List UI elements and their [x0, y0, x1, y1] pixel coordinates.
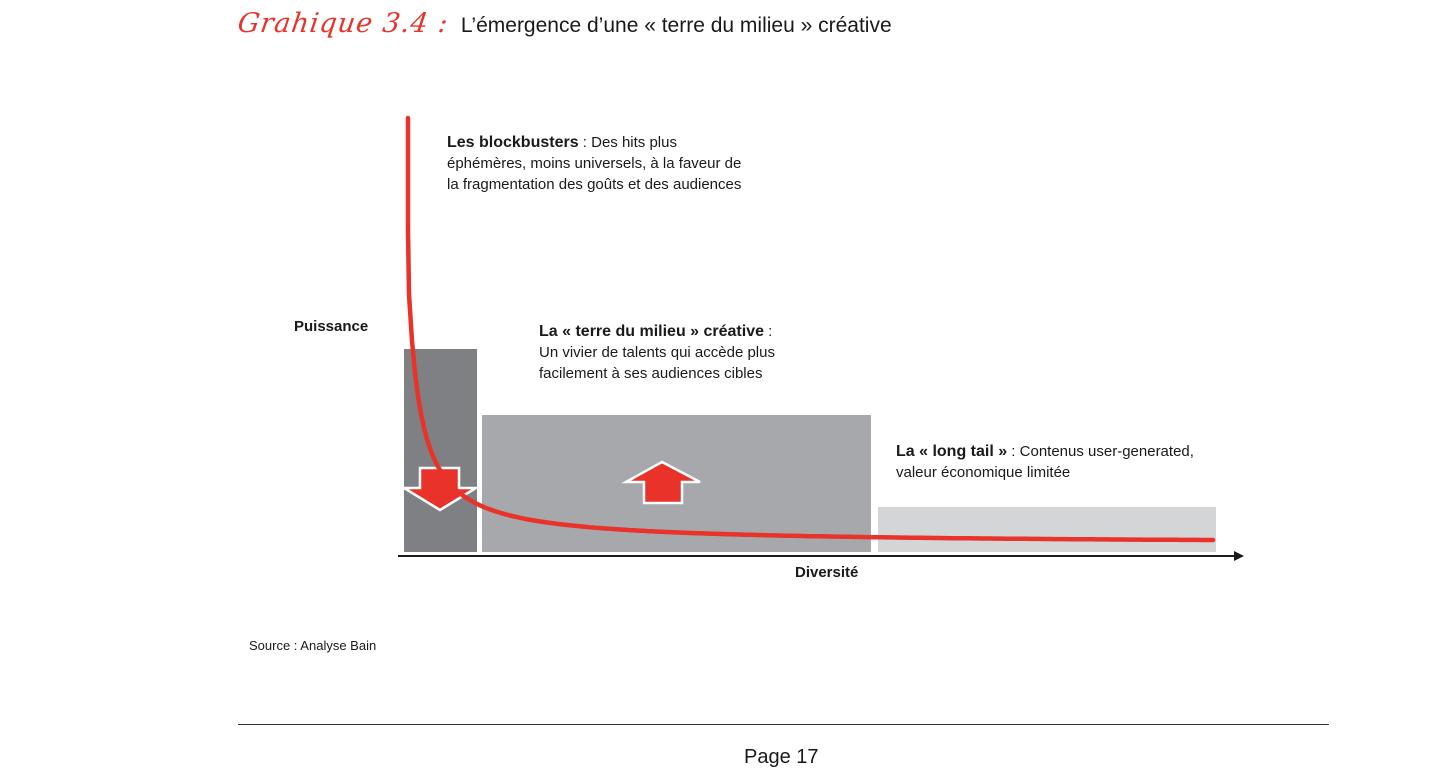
figure-number: Grahique 3.4 : — [235, 8, 451, 39]
label-middle-text: : — [764, 323, 773, 340]
figure-title: L’émergence d’une « terre du milieu » créative — [460, 14, 892, 37]
label-blockbusters — [447, 132, 741, 195]
page-number: Page 17 — [744, 746, 819, 768]
label-long-tail-text: : Contenus user-generated, — [1007, 443, 1194, 460]
label-blockbusters-line-2: la fragmentation des goûts et des audiences — [447, 176, 742, 193]
label-long-tail-title: La « long tail » — [896, 443, 1008, 460]
label-blockbusters-title: Les blockbusters — [447, 134, 579, 151]
label-middle-line-2: facilement à ses audiences cibles — [539, 365, 763, 382]
label-blockbusters-text: : Des hits plus — [578, 134, 677, 151]
label-blockbusters-line-1: éphémères, moins universels, à la faveur de — [447, 155, 742, 172]
y-axis-label: Puissance — [294, 318, 369, 335]
label-middle-title: La « terre du milieu » créative — [539, 323, 764, 340]
footer-divider — [238, 724, 1329, 725]
label-long-tail — [896, 441, 1194, 483]
label-middle-line-1: Un vivier de talents qui accède plus — [539, 344, 775, 361]
label-middle — [539, 321, 775, 384]
x-axis-label: Diversité — [795, 564, 859, 581]
label-long-tail-line-1: valeur économique limitée — [896, 464, 1071, 481]
source-note: Source : Analyse Bain — [249, 638, 377, 653]
x-axis-arrowhead-icon — [1234, 551, 1244, 561]
bar-long-tail — [878, 507, 1216, 552]
